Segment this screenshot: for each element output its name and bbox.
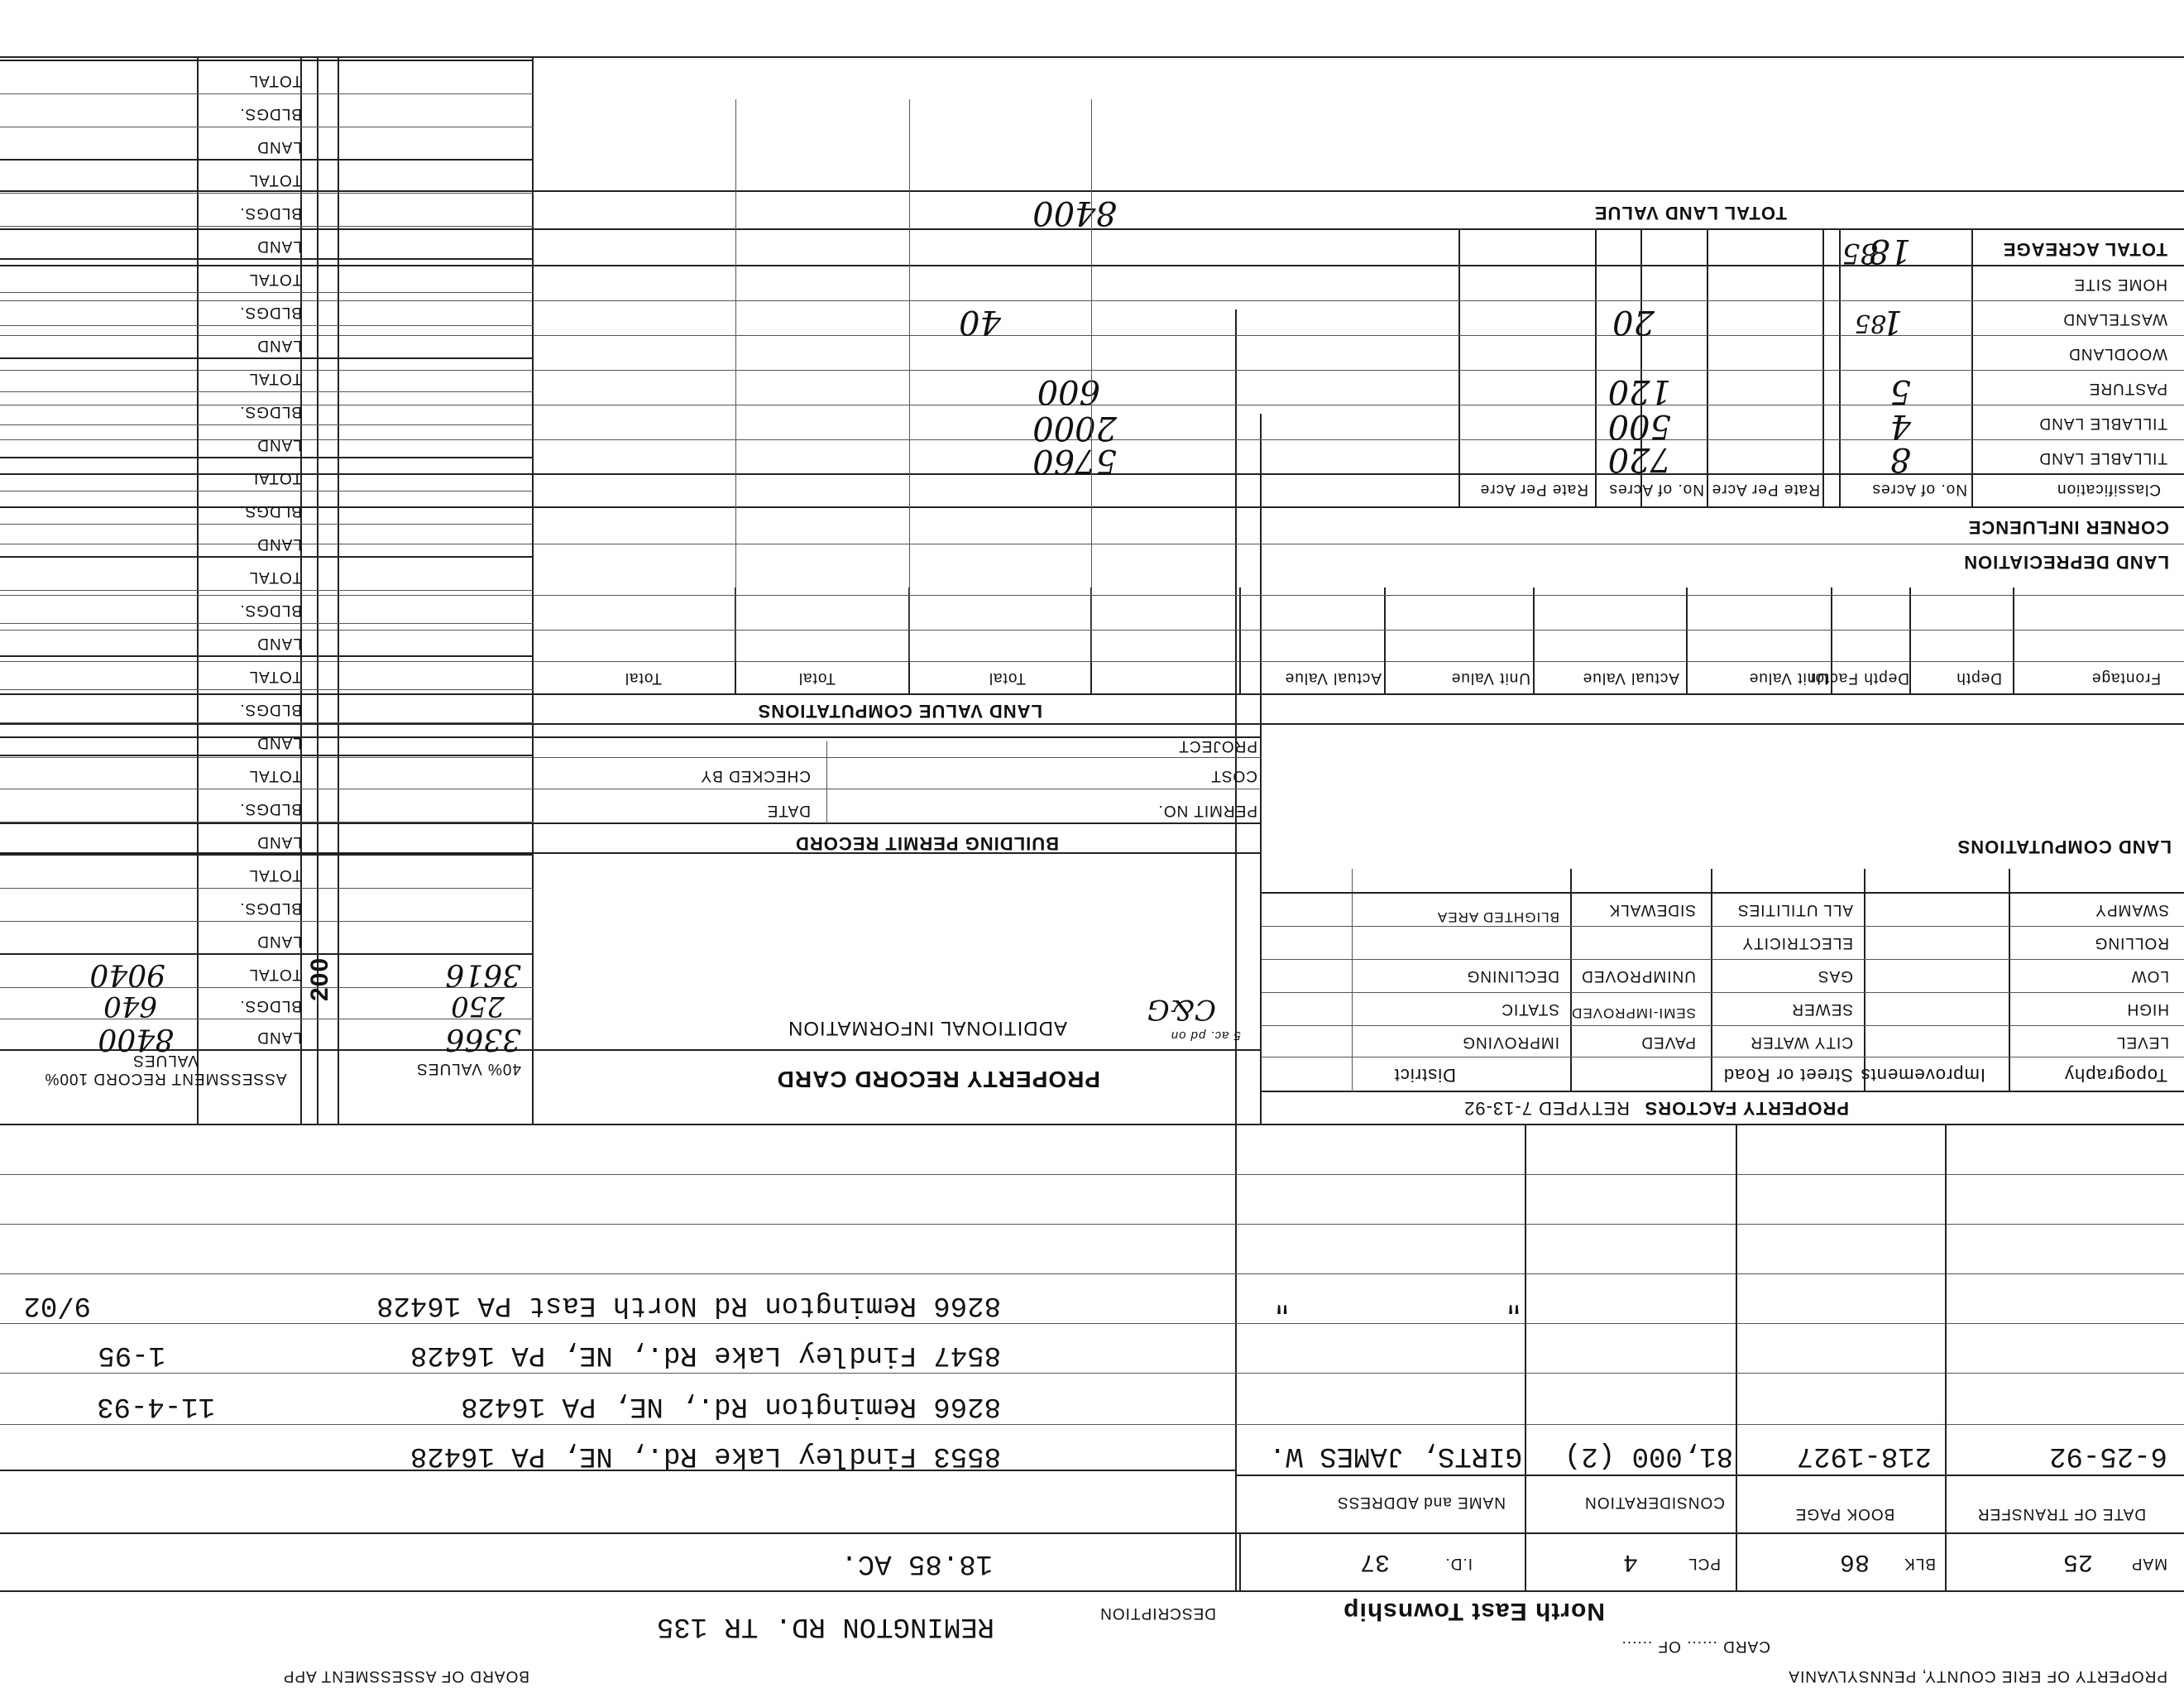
assess-row-label: TOTAL <box>248 469 302 487</box>
assess-row-label: LAND <box>256 635 302 652</box>
id-label: I.D. <box>1444 1555 1473 1572</box>
pct40-values-label: 40% VALUES <box>416 1060 521 1077</box>
assess-bldgs-label: BLDGS. <box>239 997 302 1014</box>
assess-row-line <box>0 391 534 392</box>
assess-row-label: BLDGS. <box>239 304 302 321</box>
pcl-label: PCL <box>1688 1555 1721 1572</box>
factor-rolling: ROLLING <box>2094 934 2169 952</box>
corner-influence-label: CORNER INFLUENCE <box>1967 517 2169 538</box>
assess-row-line <box>0 689 534 690</box>
book-page-header: BOOK PAGE <box>1794 1505 1895 1523</box>
transfer-row-4-address: 8266 Remington Rd North East PA 16428 <box>376 1289 1001 1321</box>
map-value: 25 <box>2062 1547 2093 1575</box>
factor-declining: DECLINING <box>1466 967 1559 985</box>
pct40-land: 3366 <box>445 1022 521 1056</box>
township-name: North East Township <box>1343 1598 1605 1625</box>
assess-row-line <box>0 590 534 591</box>
factor-sidewalk: SIDEWALK <box>1608 901 1696 918</box>
assess-row-label: LAND <box>256 933 302 950</box>
class-row-2-value: 2000 <box>1032 409 1117 447</box>
assess-row-line <box>0 722 534 723</box>
assess-row-line <box>0 921 534 922</box>
district-header: District <box>1393 1065 1456 1086</box>
transfer-row-2-address: 8266 Remington Rd., NE, PA 16428 <box>461 1390 1001 1422</box>
assess-row-line <box>0 159 534 161</box>
depth-header: Depth <box>1956 669 2002 687</box>
class-row-5-acres: 1 <box>1881 303 1903 341</box>
assess-row-label: TOTAL <box>248 767 302 784</box>
assess-row-label: LAND <box>256 337 302 354</box>
retyped-note: RETYPED 7-13-92 <box>1463 1098 1630 1119</box>
actual-value-header-1: Actual Value <box>1582 669 1679 687</box>
pct40-bldgs: 250 <box>451 990 505 1023</box>
assess-row-line <box>0 292 534 293</box>
assess-row-label: LAND <box>256 734 302 751</box>
assess-row-label: BLDGS. <box>239 602 302 619</box>
factor-electricity: ELECTRICITY <box>1741 934 1853 952</box>
topography-header: Topography <box>2064 1065 2167 1086</box>
pct100-land: 8400 <box>98 1022 174 1056</box>
property-factors-title: PROPERTY FACTORS <box>1644 1098 1849 1119</box>
map-label: MAP <box>2130 1555 2167 1572</box>
land-value-computations-title: LAND VALUE COMPUTATIONS <box>757 701 1042 722</box>
class-row-3-value: 600 <box>1037 372 1100 410</box>
assessment-year-mark: 200 <box>306 957 333 1001</box>
land-computations-title: LAND COMPUTATIONS <box>1956 837 2172 857</box>
assess-row-line <box>0 193 534 194</box>
class-row-5-label: WASTELAND <box>2062 310 2167 328</box>
total-header-2: Total <box>797 669 836 687</box>
pct100-bldgs: 640 <box>103 990 157 1023</box>
factor-high: HIGH <box>2126 1000 2169 1018</box>
assess-row-line <box>0 755 534 756</box>
street-road-header: Street or Road <box>1722 1065 1853 1086</box>
factor-semi-improved: SEMI-IMPROVED <box>1571 1005 1696 1021</box>
transfer-row-1-address: 8553 Findley Lake Rd., NE, PA 16428 <box>410 1440 1001 1471</box>
assess-row-label: TOTAL <box>248 271 302 288</box>
assess-row-line <box>0 655 534 657</box>
factor-gas: GAS <box>1817 967 1853 985</box>
project-label: PROJECT <box>1178 737 1257 755</box>
consideration-header: CONSIDERATION <box>1584 1494 1725 1511</box>
assess-row-label: BLDGS. <box>239 502 302 520</box>
assess-row-line <box>0 888 534 889</box>
factor-improving: IMPROVING <box>1462 1033 1559 1051</box>
assess-row-line <box>0 258 534 260</box>
class-row-5-acres-frac: 85 <box>1854 309 1886 338</box>
pcl-value: 4 <box>1622 1547 1638 1575</box>
factor-paved: PAVED <box>1640 1033 1696 1051</box>
property-record-card-title: PROPERTY RECORD CARD <box>776 1067 1100 1092</box>
assess-row-line <box>0 854 534 856</box>
acreage-value: 18.85 AC. <box>841 1547 993 1579</box>
total-land-value-label: TOTAL LAND VALUE <box>1593 203 1787 223</box>
total-acreage-value: 18 <box>1869 232 1911 270</box>
pct40-total: 3616 <box>445 957 521 991</box>
permit-date-label: DATE <box>766 802 811 819</box>
assess-row-label: BLDGS. <box>239 403 302 420</box>
assess-row-label: LAND <box>256 436 302 453</box>
handwritten-note-small: 5 ac. pd on <box>1170 1029 1241 1043</box>
assess-row-line <box>0 623 534 624</box>
assess-row-line <box>0 524 534 525</box>
assess-row-line <box>0 60 534 61</box>
frontage-header: Frontage <box>2091 669 2161 687</box>
board-label: BOARD OF ASSESSMENT APP <box>282 1667 529 1685</box>
name-address-header: NAME and ADDRESS <box>1337 1494 1506 1511</box>
assess-row-label: BLDGS. <box>239 800 302 818</box>
actual-value-header-2: Actual Value <box>1284 669 1382 687</box>
factor-level: LEVEL <box>2115 1033 2169 1051</box>
classification-header: Classification <box>2057 481 2161 498</box>
factor-sewer: SEWER <box>1791 1000 1853 1018</box>
class-row-1-rate: 720 <box>1607 440 1671 478</box>
factor-static: STATIC <box>1501 1000 1559 1018</box>
factor-city-water: CITY WATER <box>1750 1033 1853 1051</box>
transfer-row-1-consideration: 81,000 (2) <box>1564 1440 1733 1471</box>
class-row-1-value: 5760 <box>1032 442 1117 480</box>
assess-row-line <box>0 457 534 458</box>
total-acreage-label: TOTAL ACREAGE <box>2002 239 2167 260</box>
total-header-1: Total <box>988 669 1026 687</box>
factor-low: LOW <box>2130 967 2169 985</box>
assess-row-label: LAND <box>256 138 302 156</box>
class-row-2-label: TILLABLE LAND <box>2038 415 2167 432</box>
transfer-row-2-date: 11-4-93 <box>97 1390 215 1422</box>
class-row-2-rate: 500 <box>1607 407 1671 445</box>
ditto-mark-consideration: " <box>1505 1284 1522 1316</box>
property-of-label: PROPERTY OF ERIE COUNTY, PENNSYLVANIA <box>1788 1667 2167 1685</box>
transfer-row-1-date: 6-25-92 <box>2049 1440 2167 1471</box>
improvements-header: Improvements <box>1860 1065 1985 1086</box>
assess-row-label: BLDGS. <box>239 105 302 122</box>
assess-row-label: LAND <box>256 535 302 553</box>
transfer-row-3-address: 8547 Findley Lake Rd., NE, PA 16428 <box>410 1339 1001 1370</box>
building-permit-title: BUILDING PERMIT RECORD <box>795 833 1059 854</box>
assess-row-line <box>0 491 534 492</box>
handwritten-note: C&G <box>1147 993 1216 1026</box>
pct100-total: 9040 <box>89 957 165 991</box>
assess-row-label: TOTAL <box>248 72 302 89</box>
ditto-mark-name: " <box>1273 1284 1291 1316</box>
unit-value-header-2: Unit Value <box>1450 669 1530 687</box>
class-row-5-value: 40 <box>959 303 1001 341</box>
total-header-3: Total <box>624 669 662 687</box>
assess-row-label: BLDGS. <box>239 701 302 718</box>
assess-row-label: TOTAL <box>248 866 302 884</box>
assess-land-label: LAND <box>256 1029 302 1046</box>
factor-blighted-area: BLIGHTED AREA <box>1436 909 1559 925</box>
additional-information-label: ADDITIONAL INFORMATION <box>787 1017 1067 1039</box>
class-row-1-label: TILLABLE LAND <box>2038 449 2167 467</box>
class-row-3-rate: 120 <box>1607 372 1671 410</box>
assess-row-label: TOTAL <box>248 568 302 586</box>
class-row-1-acres: 8 <box>1889 440 1911 478</box>
blk-value: 86 <box>1839 1547 1870 1575</box>
factor-all-utilities: ALL UTILITIES <box>1736 901 1853 918</box>
transfer-row-4-date: 9/02 <box>23 1289 91 1321</box>
class-row-3-label: PASTURE <box>2088 380 2167 397</box>
acres-header-2: No. of Acres <box>1608 481 1704 498</box>
assess-row-line <box>0 226 534 227</box>
land-depreciation-label: LAND DEPRECIATION <box>1963 552 2169 573</box>
class-row-4-label: WOODLAND <box>2068 345 2167 362</box>
assess-row-line <box>0 424 534 425</box>
transfer-row-3-date: 1-95 <box>98 1339 165 1370</box>
class-row-3-acres: 5 <box>1889 372 1911 410</box>
acres-header-1: No. of Acres <box>1871 481 1967 498</box>
class-row-5-rate: 20 <box>1612 303 1655 341</box>
depth-factor-header: Depth Factor <box>1808 669 1909 687</box>
transfer-row-1-book: 218-1927 <box>1796 1440 1932 1471</box>
assess-row-label: LAND <box>256 833 302 851</box>
assess-row-label: BLDGS. <box>239 204 302 222</box>
card-of-label: CARD ...... OF ...... <box>1621 1638 1770 1655</box>
assess-row-label: TOTAL <box>248 171 302 189</box>
total-land-value: 8400 <box>1032 194 1117 232</box>
rate-header-1: Rate Per Acre <box>1711 481 1820 498</box>
assess-row-label: TOTAL <box>248 668 302 685</box>
assess-row-line <box>0 357 534 359</box>
unit-value-header-1: Unit Value <box>1748 669 1828 687</box>
assess-row-label: TOTAL <box>248 370 302 387</box>
assess-row-line <box>0 325 534 326</box>
assess-row-label: LAND <box>256 237 302 255</box>
rate-header-2: Rate Per Acre <box>1479 481 1588 498</box>
permit-no-label: PERMIT NO. <box>1157 802 1257 819</box>
transfer-date-header: DATE OF TRANSFER <box>1976 1505 2147 1523</box>
blk-label: BLK <box>1904 1555 1936 1572</box>
class-row-2-acres: 4 <box>1889 407 1911 445</box>
transfer-row-1-name: GIRTS, JAMES W. <box>1268 1440 1522 1471</box>
total-acreage-frac: 85 <box>1842 237 1878 270</box>
assess-total-label: TOTAL <box>248 966 302 983</box>
permit-cost-label: COST <box>1210 767 1257 784</box>
factor-unimproved: UNIMPROVED <box>1581 967 1696 985</box>
class-row-6-label: HOME SITE <box>2073 276 2167 293</box>
description-value: REMINGTON RD. TR 135 <box>656 1610 994 1642</box>
assessment-record-label: ASSESSMENT RECORD 100% VALUES <box>44 1052 287 1087</box>
id-value: 37 <box>1359 1547 1390 1575</box>
assess-row-line <box>0 556 534 558</box>
factor-swampy: SWAMPY <box>2095 901 2169 918</box>
checked-by-label: CHECKED BY <box>700 767 811 784</box>
assess-row-label: BLDGS. <box>239 899 302 917</box>
description-label: DESCRIPTION <box>1099 1604 1216 1622</box>
